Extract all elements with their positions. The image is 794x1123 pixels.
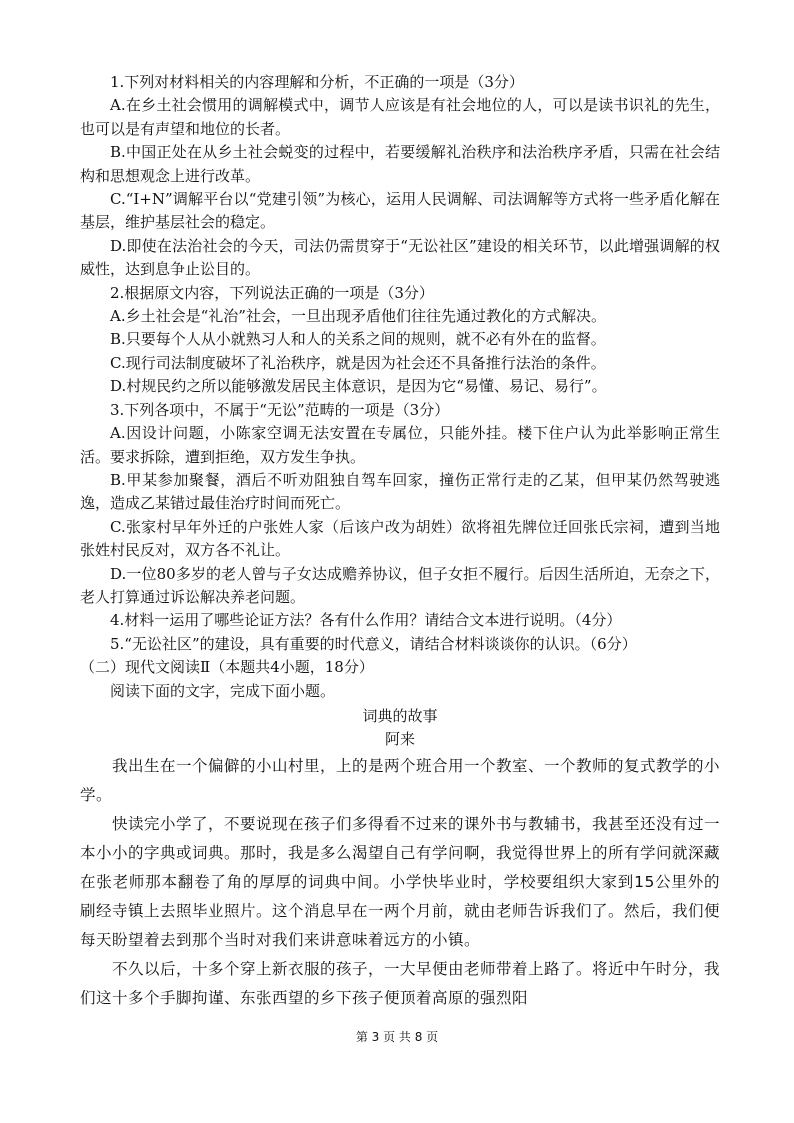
question-2-option-c: C.现行司法制度破坏了礼治秩序，就是因为社会还不具备推行法治的条件。 [110, 353, 606, 372]
story-author: 阿来 [384, 730, 415, 749]
section-2-instruction: 阅读下面的文字，完成下面小题。 [110, 681, 336, 700]
question-2-option-a: A.乡土社会是“礼治”社会，一旦出现矛盾他们往往先通过教化的方式解决。 [110, 307, 606, 326]
section-2-heading: （二）现代文阅读Ⅱ（本题共4小题，18分） [80, 658, 374, 677]
story-paragraph: 我出生在一个偏僻的小山村里，上的是两个班合用一个教室、一个教师的复式教学的小学。 [80, 756, 721, 804]
question-1-option-c: C.“I+N”调解平台以“党建引领”为核心，运用人民调解、司法调解等方式将一些矛盾化解在基层，维护基层社会的稳定。 [80, 190, 720, 232]
story-paragraph: 不久以后，十多个穿上新衣服的孩子，一大早便由老师带着上路了。将近中午时分，我们这十多个手脚拘谨、东张西望的乡下孩子便顶着高原的强烈阳 [80, 959, 721, 1007]
question-2-option-d: D.村规民约之所以能够激发居民主体意识，是因为它“易懂、易记、易行”。 [110, 377, 607, 396]
story-title: 词典的故事 [362, 706, 438, 725]
question-2-option-b: B.只要每个人从小就熟习人和人的关系之间的规则，就不必有外在的监督。 [110, 330, 606, 349]
question-1-stem: 1.下列对材料相关的内容理解和分析，不正确的一项是（3分） [110, 73, 524, 91]
question-1-option-b: B.中国正处在从乡土社会蜕变的过程中，若要缓解礼治秩序和法治秩序矛盾，只需在社会结构和思想观念上进行改革。 [80, 143, 720, 185]
question-3-option-c: C.张家村早年外迁的户张姓人家（后该户改为胡姓）欲将祖先牌位迁回张氏宗祠，遭到当地张姓村民反对，双方各不礼让。 [80, 517, 720, 560]
page-footer: 第 3 页 共 8 页 [355, 1030, 439, 1044]
question-1-option-a: A.在乡土社会惯用的调解模式中，调节人应该是有社会地位的人，可以是读书识礼的先生，也可以是有声望和地位的长者。 [80, 96, 720, 138]
question-1-option-d: D.即使在法治社会的今天，司法仍需贯穿于“无讼社区”建设的相关环节，以此增强调解的权威性，达到息争止讼目的。 [80, 236, 720, 279]
question-3-option-d: D.一位80多岁的老人曾与子女达成赡养协议，但子女拒不履行。后因生活所迫，无奈之下，老人打算通过诉讼解决养老问题。 [80, 564, 720, 606]
story-paragraph: 快读完小学了，不要说现在孩子们多得看不过来的课外书与教辅书，我甚至还没有过一本小小的字典或词典。那时，我是多么渴望自己有学问啊，我觉得世界上的所有学问就深藏在张老师那本翻卷了角的厚厚的词典中间。小学快毕业时，学校要组织大家到15公里外的刷经寺镇上去照毕业照片。这个消息早在一两个月前，就由老师告诉我们了。然后，我们便每天盼望着去到那个当时对我们来讲意味着远方的小镇。 [80, 814, 721, 949]
page-content [80, 71, 720, 1013]
question-3-stem: 3.下列各项中，不属于“无讼”范畴的一项是（3分） [110, 400, 450, 419]
question-3-option-b: B.甲某参加聚餐，酒后不听劝阻独自驾车回家，撞伤正常行走的乙某，但甲某仍然驾驶逃逸，造成乙某错过最佳治疗时间而死亡。 [80, 470, 720, 513]
question-5: 5.“无讼社区”的建设，具有重要的时代意义，请结合材料谈谈你的认识。（6分） [110, 634, 637, 653]
question-2-stem: 2.根据原文内容，下列说法正确的一项是（3分） [110, 283, 434, 302]
question-4: 4.材料一运用了哪些论证方法？各有什么作用？请结合文本进行说明。（4分） [110, 611, 622, 630]
question-3-option-a: A.因设计问题，小陈家空调无法安置在专属位，只能外挂。楼下住户认为此举影响正常生活。要求拆除，遭到拒绝，双方发生争执。 [80, 424, 720, 466]
